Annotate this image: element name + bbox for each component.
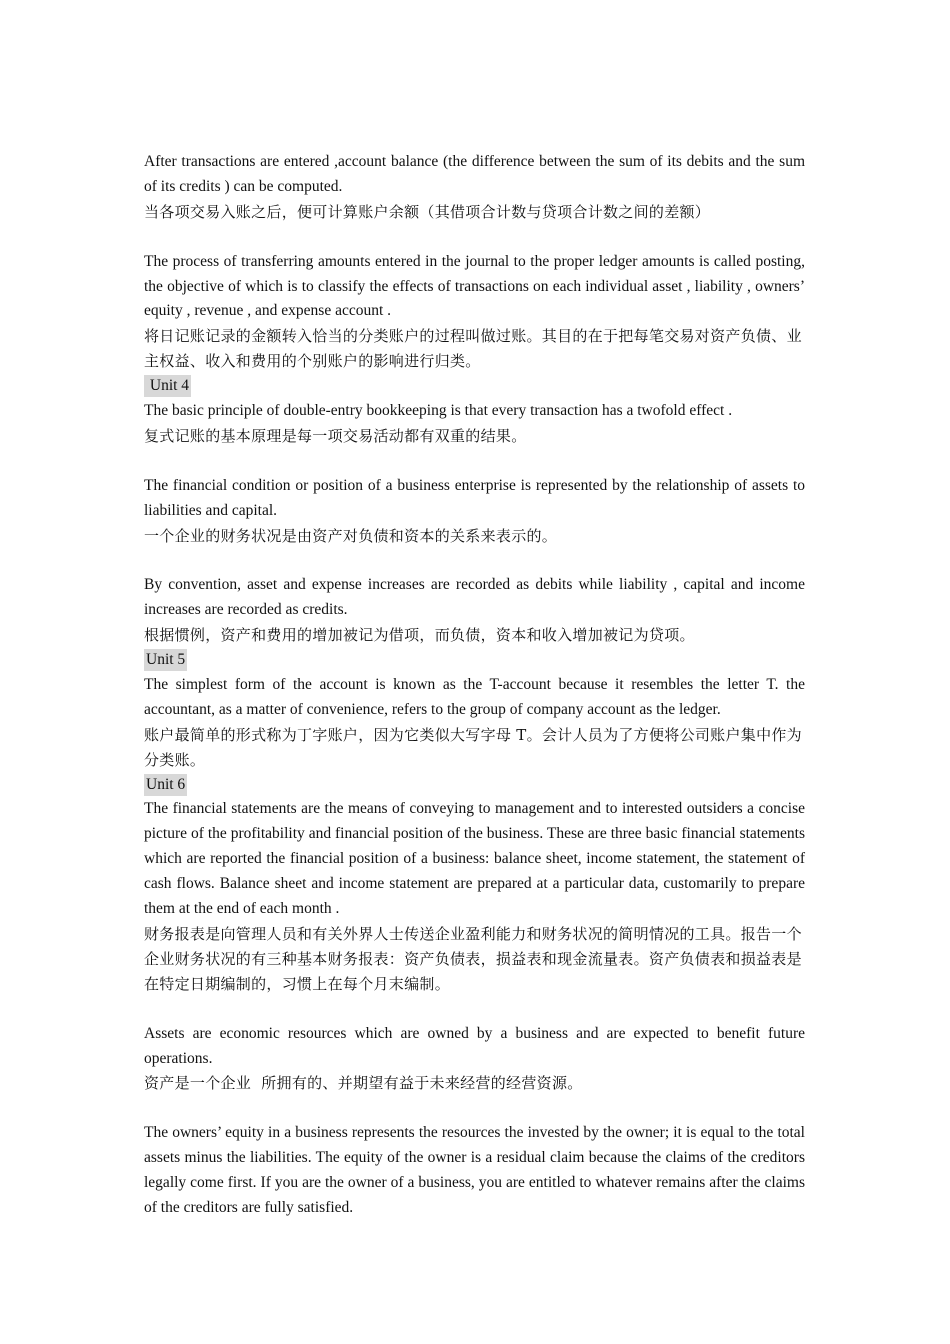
paragraph-t-account-zh: 账户最简单的形式称为丁字账户，因为它类似大写字母 T。会计人员为了方便将公司账户集中作为分类账。 (144, 725, 802, 769)
unit-heading-wrap (144, 773, 805, 798)
unit-6-heading: Unit 6 (144, 774, 187, 796)
unit-heading-wrap (144, 374, 805, 399)
blank-line (144, 1096, 805, 1121)
paragraph-posting-zh: 将日记账记录的金额转入恰当的分类账户的过程叫做过账。其目的在于把每笔交易对资产负债、业主权益、收入和费用的个别账户的影响进行归类。 (144, 327, 802, 371)
paragraph-convention-en: By convention, asset and expense increases are recorded as debits while liability , capital and income increases are recorded as credits. (144, 576, 805, 619)
paragraph-financial-condition-zh: 一个企业的财务状况是由资产对负债和资本的关系来表示的。 (144, 526, 558, 545)
blank-line (144, 997, 805, 1022)
paragraph-double-entry-en: The basic principle of double-entry bookkeeping is that every transaction has a twofold effect . (144, 402, 733, 420)
paragraph-t-account-en: The simplest form of the account is known as the T-account because it resembles the letter T. the accountant, as a matter of convenience, refers to the group of company account as the ledger. (144, 675, 805, 718)
blank-line (144, 225, 805, 250)
paragraph-account-balance-zh: 当各项交易入账之后，便可计算账户余额（其借项合计数与贷项合计数之间的差额） (144, 202, 711, 221)
paragraph-double-entry-zh: 复式记账的基本原理是每一项交易活动都有双重的结果。 (144, 426, 527, 445)
paragraph-financial-statements-en: The financial statements are the means of conveying to management and to interested outsiders a concise picture of the profitability and financial position of the business. These are three basic financial statements which are reported the financial position of a business: balance sheet, income statement, the statement of cash flows. Balance sheet and income statement are prepared at a particular data, customarily to prepare them at the end of each month . (144, 800, 805, 918)
unit-heading-wrap (144, 648, 805, 673)
blank-line (144, 449, 805, 474)
paragraph-assets-en: Assets are economic resources which are owned by a business and are expected to benefit future operations. (144, 1024, 805, 1067)
paragraph-posting-en: The process of transferring amounts entered in the journal to the proper ledger amounts is called posting, the objective of which is to classify the effects of transactions on each individual asset , liability , owners’ equity , revenue , and expense account . (144, 252, 805, 320)
paragraph-owners-equity-en: The owners’ equity in a business represents the resources the invested by the owner; it is equal to the total assets minus the liabilities. The equity of the owner is a residual claim because the claims of the creditors legally come first. If you are the owner of a business, you are entitled to whatever remains after the claims of the creditors are fully satisfied. (144, 1124, 805, 1216)
paragraph-financial-condition-en: The financial condition or position of a business enterprise is represented by the relationship of assets to liabilities and capital. (144, 476, 805, 519)
unit-4-heading: Unit 4 (144, 375, 191, 397)
paragraph-account-balance-en: After transactions are entered ,account balance (the difference between the sum of its debits and the sum of its credits ) can be computed. (144, 153, 805, 195)
paragraph-convention-zh: 根据惯例，资产和费用的增加被记为借项，而负债，资本和收入增加被记为贷项。 (144, 626, 695, 645)
paragraph-assets-zh: 资产是一个企业 所拥有的、并期望有益于未来经营的经营资源。 (144, 1074, 583, 1093)
unit-5-heading: Unit 5 (144, 649, 187, 671)
document-body (144, 150, 805, 1221)
paragraph-financial-statements-zh: 财务报表是向管理人员和有关外界人士传送企业盈利能力和财务状况的简明情况的工具。报告一个企业财务状况的有三种基本财务报表：资产负债表，损益表和现金流量表。资产负债表和损益表是在特定日期编制的，习惯上在每个月末编制。 (144, 925, 802, 993)
blank-line (144, 548, 805, 573)
